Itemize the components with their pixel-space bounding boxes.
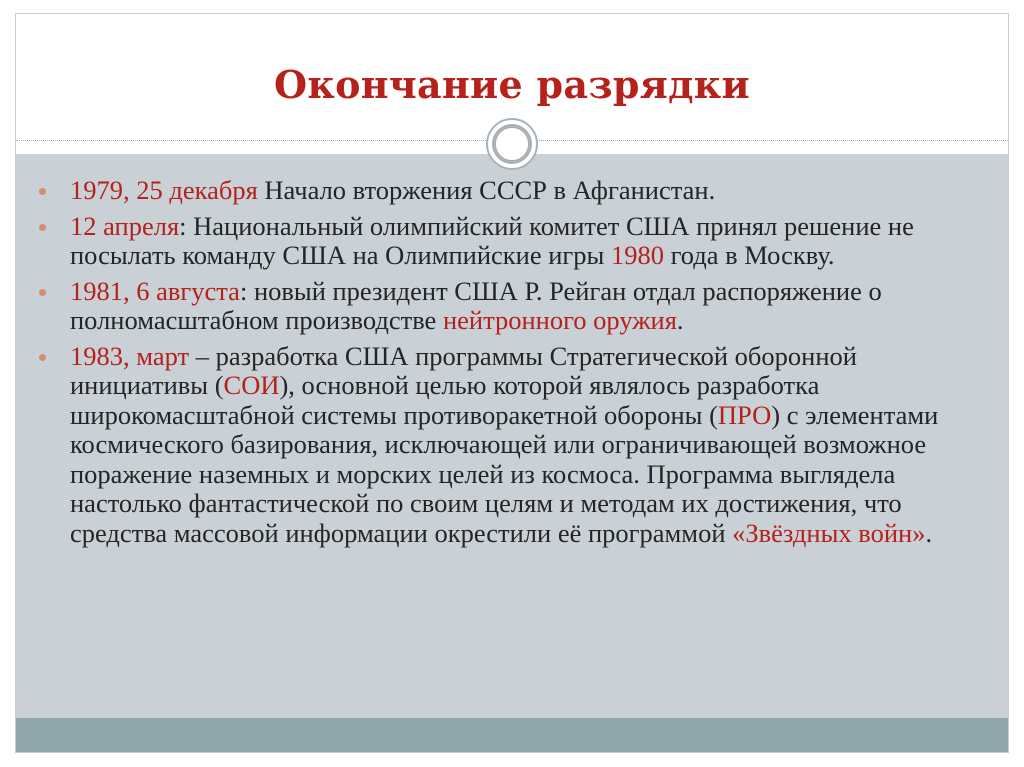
bullet-text: : новый президент США Р. Рейган отдал распоряжение о полномасштабном производстве (70, 275, 882, 335)
term-highlight: ПРО (717, 399, 772, 430)
bullet-list (36, 176, 996, 554)
year-highlight: 1980 (610, 240, 664, 270)
bullet-marker (39, 289, 46, 296)
bullet-text: : Национальный олимпийский комитет США принял решение не посылать команду США на Олимпийские игры (70, 210, 914, 270)
bullet-text: – разработка США программы Стратегической оборонной инициативы ( (70, 340, 857, 400)
bullet-text: года в Москву. (663, 240, 835, 270)
date-highlight: 1981, 6 августа (70, 275, 240, 306)
term-highlight: «Звёздных войн» (732, 517, 926, 548)
date-highlight: 12 апреля (70, 210, 180, 241)
date-highlight: 1983, март (70, 340, 190, 371)
bullet-marker (39, 354, 46, 361)
bullet-text: Начало вторжения СССР в Афганистан. (257, 175, 716, 205)
bottom-bar (16, 718, 1008, 752)
bullet-text: . (676, 305, 684, 335)
bullet-item-1980 (36, 212, 996, 271)
term-highlight: СОИ (223, 370, 280, 400)
bullet-marker (39, 188, 46, 195)
bullet-marker (39, 224, 46, 231)
bullet-item-1983 (36, 342, 996, 549)
date-highlight: 1979, 25 декабря (70, 175, 258, 205)
bullet-text: . (925, 517, 933, 548)
bullet-text: ) с элементами космического базирования, исключающей или ограничивающей возможное поражение наземных и морских целей из космоса. Программа выглядела настолько фантастической по своим целям и методам их достижения, что средства массовой информации окрестили её программой (70, 399, 939, 548)
double-ring-icon (485, 117, 539, 171)
term-highlight: нейтронного оружия (442, 305, 677, 335)
bullet-text: ), основной целью которой являлось разработка широкомасштабной системы противоракетной обороны ( (70, 370, 820, 430)
slide-title: Окончание разрядки (274, 62, 750, 107)
bullet-item-1981 (36, 277, 996, 336)
bullet-item-1979 (36, 176, 996, 206)
